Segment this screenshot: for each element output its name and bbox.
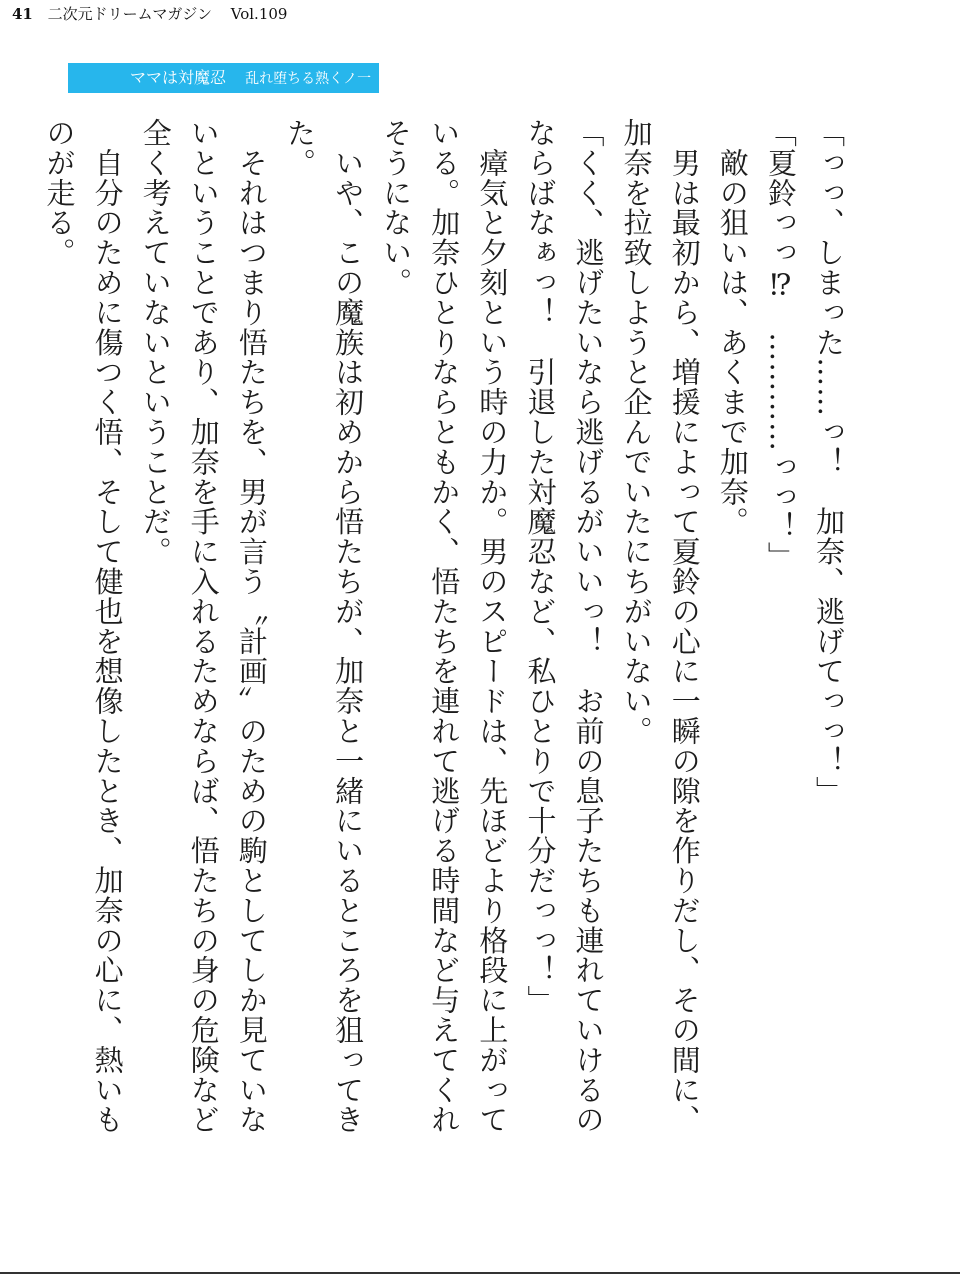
volume-label: Vol.109 — [230, 5, 288, 23]
vertical-body-text — [42, 118, 853, 1138]
story-title-banner — [68, 63, 379, 93]
paragraph: 男は最初から、増援によって夏鈴の心に一瞬の隙を作りだし、その間に、加奈を拉致しようと企んでいたにちがいない。 — [619, 118, 702, 1135]
page-header — [12, 4, 287, 24]
magazine-title: 二次元ドリームマガジン — [47, 5, 212, 23]
paragraph: 瘴気と夕刻という時の力か。男のスピードは、先ほどより格段に上がっている。加奈ひとりならともかく、悟たちを連れて逃げる時間など与えてくれそうにない。 — [379, 118, 510, 1135]
paragraph: 「っっ、しまった……っ！ 加奈、逃げてっっ！」 — [812, 118, 846, 806]
paragraph: 「くく、逃げたいなら逃げるがいいっ！ お前の息子たちも連れていけるのならばなぁっ！ 引退した対魔忍など、私ひとりで十分だっっ！」 — [523, 118, 606, 1135]
paragraph: それはつまり悟たちを、男が言う〝計画〟のための駒としてしか見ていないということであり、加奈を手に入れるためならば、悟たちの身の危険など全く考えていないということだ。 — [138, 118, 269, 1135]
paragraph: いや、この魔族は初めから悟たちが、加奈と一緒にいるところを狙ってきた。 — [282, 118, 366, 1135]
paragraph: 自分のために傷つく悟、そして健也を想像したとき、加奈の心に、熱いものが走る。 — [42, 118, 125, 1135]
story-title: ママは対魔忍 — [130, 68, 227, 87]
page-number: 41 — [12, 5, 33, 23]
paragraph: 敵の狙いは、あくまで加奈。 — [715, 118, 750, 537]
bottom-divider — [0, 1272, 960, 1274]
paragraph: 「夏鈴っっ⁉ …………っっ！」 — [763, 118, 798, 572]
story-subtitle: 乱れ堕ちる熟くノ一 — [245, 71, 372, 87]
